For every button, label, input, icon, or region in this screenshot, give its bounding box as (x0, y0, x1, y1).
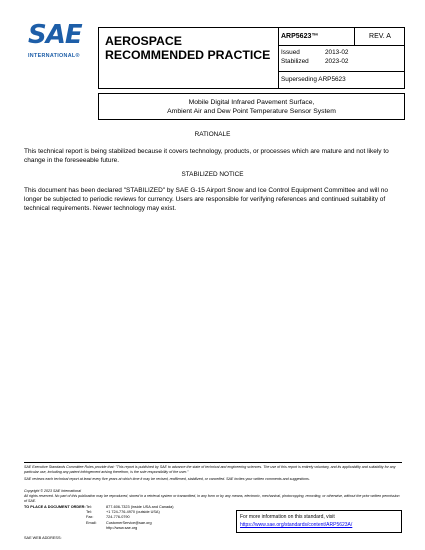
header-title-cell (99, 28, 279, 88)
more-info-box (236, 510, 402, 533)
superseding-note: Superseding ARP5623 (281, 76, 346, 83)
issued-value: 2013-02 (325, 49, 349, 56)
stabilized-value: 2023-02 (325, 58, 349, 65)
tel-value[interactable]: 877-606-7323 (inside USA and Canada) (106, 505, 174, 509)
sae-logo-subtext: INTERNATIONAL® (28, 53, 80, 59)
stabilized-notice-text: This document has been declared "STABILIZED" by SAE G-15 Airport Snow and Ice Control Equipment Committee and will no longer be subjected to periodic reviews for currency. Users are responsible for verifying references and continued suitability of technical requirements. Newer technology may exist. (24, 187, 388, 212)
tel-value-2[interactable]: +1 724-776-4970 (outside USA) (106, 510, 160, 515)
revision-cell (354, 28, 405, 46)
document-title-line2: Ambient Air and Dew Point Temperature Sensor System (167, 108, 336, 115)
more-info-text: For more information on this standard, visit (240, 514, 335, 520)
web-address-label: SAE WEB ADDRESS: (24, 536, 62, 540)
issued-label: Issued (281, 49, 300, 56)
doc-number-cell (278, 28, 354, 46)
rationale-text: This technical report is being stabilized because it covers technology, products, or processes which are mature and not likely to change in the foreseeable future. (24, 148, 389, 164)
fax-value: 724-776-0790 (106, 515, 130, 520)
footer-divider (24, 462, 402, 463)
footer-copyright: Copyright © 2023 SAE International (24, 489, 81, 493)
fax-label: Fax: (86, 515, 94, 520)
footer-rules-text: SAE Executive Standards Committee Rules provide that: "This report is published by SAE to advance the state of technical and engineering sciences. The use of this report is entirely voluntary, and its applicability and suitability for any particular use, including any patent infringement arising therefrom, is the sole responsibility of the user." (24, 465, 396, 474)
order-contacts (24, 505, 234, 531)
stabilized-label: Stabilized (281, 58, 309, 65)
web-value[interactable]: http://www.sae.org (106, 525, 138, 530)
footer-review-text: SAE reviews each technical report at least every five years at which time it may be revised, reaffirmed, stabilized, or cancelled. SAE invites your written comments and suggestions. (24, 477, 310, 481)
header-meta-cell (278, 28, 354, 88)
document-title-line1: Mobile Digital Infrared Pavement Surface, (188, 99, 315, 106)
rationale-heading: RATIONALE (194, 131, 231, 138)
email-label: Email: (86, 520, 97, 525)
document-type-title (105, 34, 270, 62)
stabilized-notice-heading: STABILIZED NOTICE (181, 171, 244, 178)
revision-label: REV. A (369, 33, 391, 40)
document-type-line2: RECOMMENDED PRACTICE (105, 48, 271, 62)
tel-label: Tel: (86, 505, 92, 509)
doc-number: ARP5623™ (281, 33, 319, 40)
document-type-line1: AEROSPACE (105, 34, 182, 48)
email-value[interactable]: CustomerService@sae.org (106, 520, 152, 525)
standard-link[interactable]: https://www.sae.org/standards/content/ARP5623A/ (240, 522, 353, 528)
document-title-box (98, 93, 405, 120)
tel-label-2: Tel: (86, 510, 92, 515)
sae-logo-text: SAE (28, 20, 82, 50)
sae-logo (28, 20, 86, 66)
dates-cell (278, 46, 404, 72)
document-header (98, 27, 405, 89)
footer-rights-text: All rights reserved. No part of this publication may be reproduced, stored in a retrieval system or transmitted, in any form or by any means, electronic, mechanical, photocopying, recording, or otherwise, without the prior written permission of SAE. (24, 494, 400, 503)
order-label: TO PLACE A DOCUMENT ORDER: (24, 505, 86, 509)
